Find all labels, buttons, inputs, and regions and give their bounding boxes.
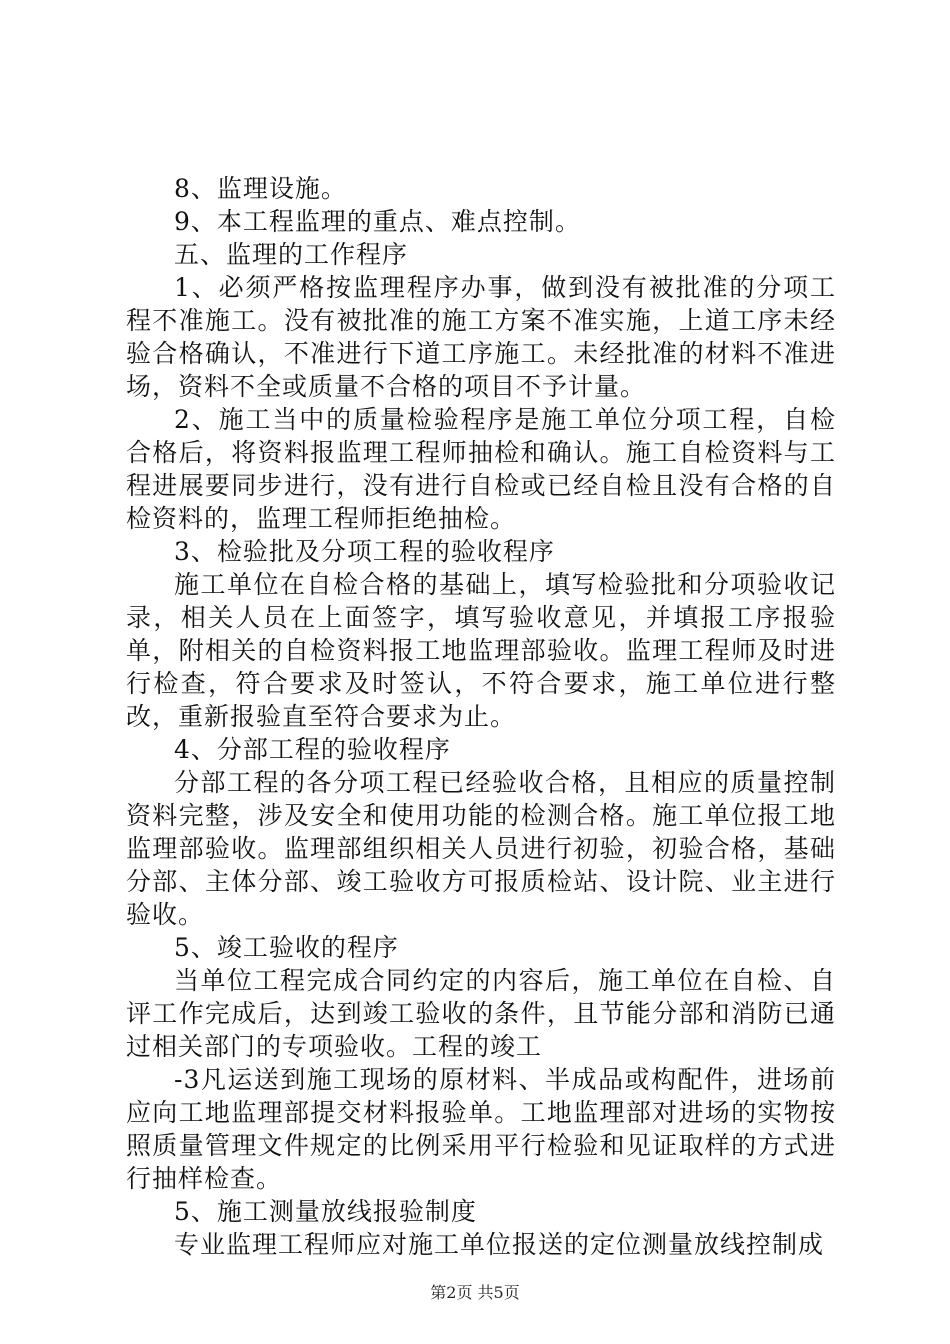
section-heading: 五、监理的工作程序 xyxy=(174,240,409,269)
paragraph: 2、施工当中的质量检验程序是施工单位分项工程，自检合格后，将资料报监理工程师抽检和确认。施工自检资料与工程进展要同步进行，没有进行自检或已经自检且没有合格的自检资料的，监理工程师拒绝抽检。 xyxy=(126,405,836,533)
subheading: 3、检验批及分项工程的验收程序 xyxy=(174,537,555,566)
paragraph: 9、本工程监理的重点、难点控制。 xyxy=(174,207,581,236)
page-number-footer: 第2页 共5页 xyxy=(430,1283,520,1302)
paragraph: 施工单位在自检合格的基础上，填写检验批和分项验收记录，相关人员在上面签字，填写验收意见，并填报工序报验单，附相关的自检资料报工地监理部验收。监理工程师及时进行检查，符合要求及时签认，不符合要求，施工单位进行整改，重新报验直至符合要求为止。 xyxy=(126,570,836,731)
paragraph: 分部工程的各分项工程已经验收合格，且相应的质量控制资料完整，涉及安全和使用功能的检测合格。施工单位报工地监理部验收。监理部组织相关人员进行初验，初验合格，基础分部、主体分部、竣工验收方可报质检站、设计院、业主进行验收。 xyxy=(126,768,836,929)
paragraph: 当单位工程完成合同约定的内容后，施工单位在自检、自评工作完成后，达到竣工验收的条件，且节能分部和消防已通过相关部门的专项验收。工程的竣工 xyxy=(126,966,836,1061)
paragraph: -3凡运送到施工现场的原材料、半成品或构配件，进场前应向工地监理部提交材料报验单。工地监理部对进场的实物按照质量管理文件规定的比例采用平行检验和见证取样的方式进行抽样检查。 xyxy=(126,1065,836,1193)
subheading: 5、竣工验收的程序 xyxy=(174,933,399,962)
paragraph: 1、必须严格按监理程序办事，做到没有被批准的分项工程不准施工。没有被批准的施工方案不准实施，上道工序未经验合格确认，不准进行下道工序施工。未经批准的材料不准进场，资料不全或质量不合格的项目不予计量。 xyxy=(126,273,836,401)
subheading: 5、施工测量放线报验制度 xyxy=(174,1197,477,1226)
subheading: 4、分部工程的验收程序 xyxy=(174,735,451,764)
paragraph: 专业监理工程师应对施工单位报送的定位测量放线控制成 xyxy=(174,1230,825,1259)
paragraph: 8、监理设施。 xyxy=(174,174,347,203)
document-body xyxy=(126,172,836,1261)
